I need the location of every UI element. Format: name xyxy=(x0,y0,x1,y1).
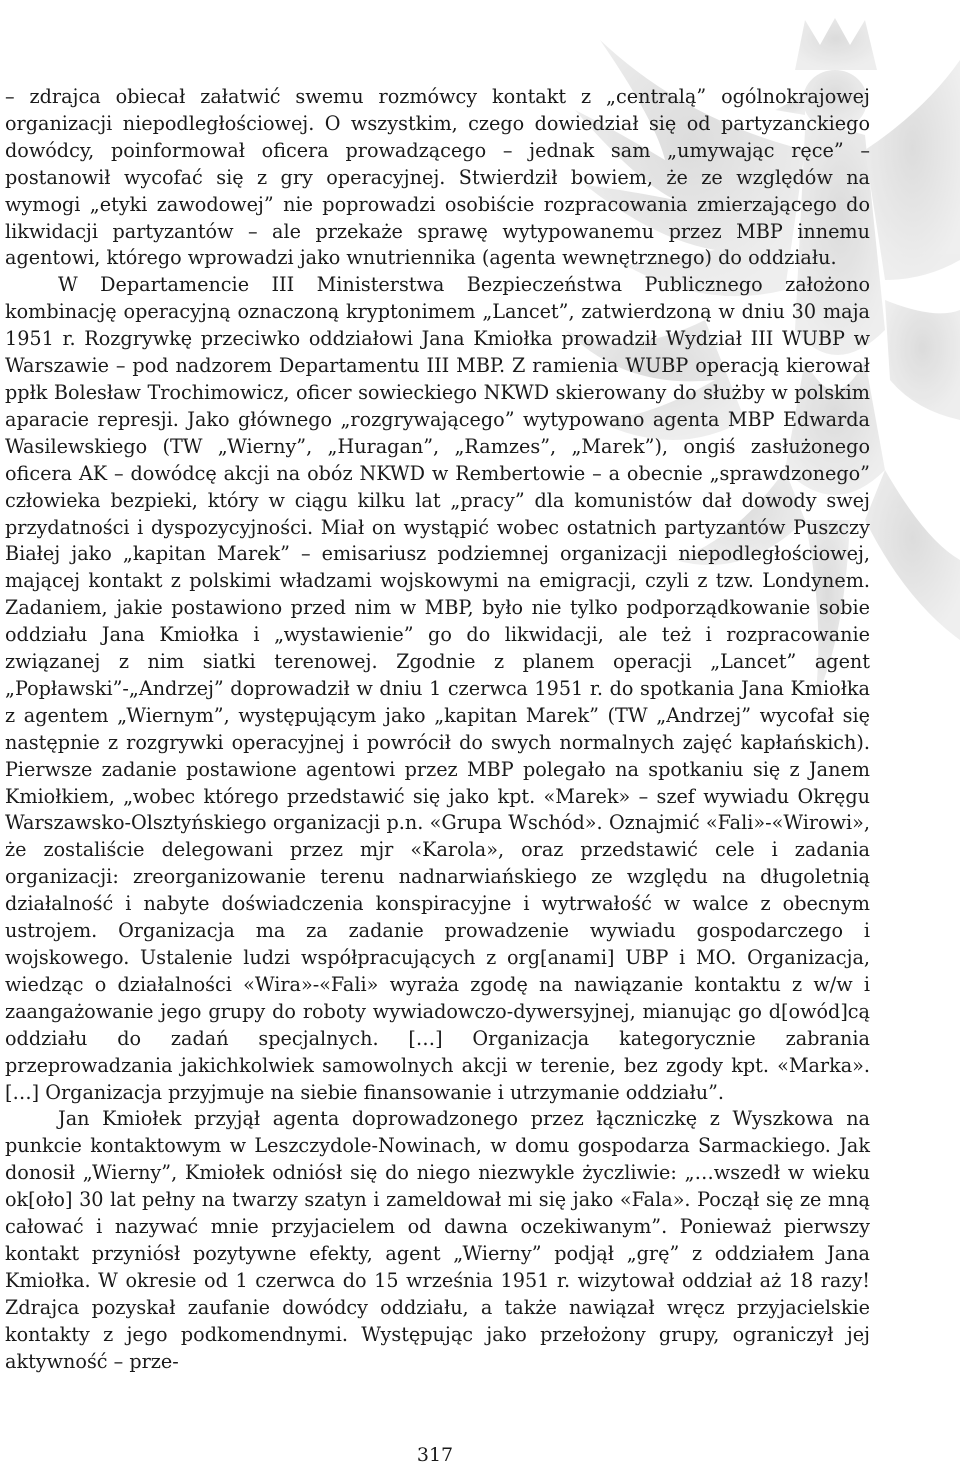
page-number: 317 xyxy=(416,1444,454,1466)
paragraph-2: W Departamencie III Ministerstwa Bezpieczeństwa Publicznego założono kombinację operacyjną oznaczoną kryptonimem „Lancet”, zatwierdzoną w dniu 30 maja 1951 r. Rozgrywkę przeciwko oddziałowi Jana Kmiołka prowadził Wydział III WUBP w Warszawie – pod nadzorem Departamentu III MBP. Z ramienia WUBP operacją kierował ppłk Bolesław Trochimowicz, oficer sowieckiego NKWD skierowany do służby w polskim aparacie represji. Jako głównego „rozgrywającego” wytypowano agenta MBP Edwarda Wasilewskiego (TW „Wierny”, „Huragan”, „Ramzes”, „Marek”), ongiś zasłużonego oficera AK – dowódcę akcji na obóz NKWD w Rembertowie – a obecnie „sprawdzonego” człowieka bezpieki, który w ciągu kilku lat „pracy” dla komunistów dał dowody swej przydatności i dyspozycyjności. Miał on wystąpić wobec ostatnich partyzantów Puszczy Białej jako „kapitan Marek” – emisariusz podziemnej organizacji niepodległościowej, mającej kontakt z polskimi władzami wojskowymi na emigracji, czyli z tzw. Londynem. Zadaniem, jakie postawiono przed nim w MBP, było nie tylko podporządkowanie sobie oddziału Jana Kmiołka i „wystawienie” go do likwidacji, ale też i rozpracowanie związanej z nim siatki terenowej. Zgodnie z planem operacji „Lancet” agent „Popławski”-„Andrzej” doprowadził w dniu 1 czerwca 1951 r. do spotkania Jana Kmiołka z agentem „Wiernym”, występującym jako „kapitan Marek” (TW „Andrzej” wycofał się następnie z rozgrywki operacyjnej i powrócił do swych normalnych zajęć kapłańskich). Pierwsze zadanie postawione agentowi przez MBP polegało na spotkaniu się z Janem Kmiołkiem, „wobec którego przedstawić się jako kpt. «Marek» – szef wywiadu Okręgu Warszawsko-Olsztyńskiego organizacji p.n. «Grupa Wschód». Oznajmić «Fali»-«Wirowi», że zostaliście delegowani przez mjr «Karola», oraz przedstawić cele i zadania organizacji: zreorganizowanie terenu nadnarwiańskiego ze względu na długoletnią działalność i nabyte doświadczenia konspiracyjne i wytrwałość w walce z obecnym ustrojem. Organizacja ma za zadanie prowadzenie wywiadu gospodarczego i wojskowego. Ustalenie ludzi współpracujących z org[anami] UBP i MO. Organizacja, wiedząc o działalności «Wira»-«Fali» wyraża zgodę na nawiązanie kontaktu z w/w i zaangażowanie jego grupy do roboty wywiadowczo-dywersyjnej, mianując go d[owód]cą oddziału do zadań specjalnych. […] Organizacja kategorycznie zabrania przeprowadzania jakichkolwiek samowolnych akcji w terenie, bez zgody kpt. «Marka». […] Organizacja przyjmuje na siebie finansowanie i utrzymanie oddziału”. xyxy=(5,273,870,1104)
body-text xyxy=(5,84,870,1376)
paragraph-1: – zdrajca obiecał załatwić swemu rozmówcy kontakt z „centralą” ogólnokrajowej organizacji niepodległościowej. O wszystkim, czego dowiedział się od partyzanckiego dowódcy, poinformował oficera prowadzącego – jednak sam „umywając ręce” – postanowił wycofać się z gry operacyjnej. Stwierdził bowiem, że ze względów na wymogi „etyki zawodowej” nie poprowadzi osobiście rozpracowania zmierzającego do likwidacji partyzantów – ale przekaże sprawę wytypowanemu przez MBP innemu agentowi, którego wprowadzi jako wnutriennika (agenta wewnętrznego) do oddziału. xyxy=(5,85,870,270)
paragraph-3: Jan Kmiołek przyjął agenta doprowadzonego przez łączniczkę z Wyszkowa na punkcie kontaktowym w Leszczydole-Nowinach, w domu gospodarza Sarmackiego. Jak donosił „Wierny”, Kmiołek odniósł się do niego niezwykle życzliwie: „…wszedł w wieku ok[oło] 30 lat pełny na twarzy szatyn i zameldował mi się jako «Fala». Począł się ze mną całować i nazywać mnie przyjacielem od dawna oczekiwanym”. Ponieważ pierwszy kontakt przyniósł pozytywne efekty, agent „Wierny” podjął „grę” z oddziałem Jana Kmiołka. W okresie od 1 czerwca do 15 września 1951 r. wizytował oddział aż 18 razy! Zdrajca pozyskał zaufanie dowódcy oddziału, a także nawiązał wręcz przyjacielskie kontakty z jego podkomendnymi. Występując jako przełożony grupy, ograniczył jej aktywność – prze- xyxy=(5,1107,870,1373)
